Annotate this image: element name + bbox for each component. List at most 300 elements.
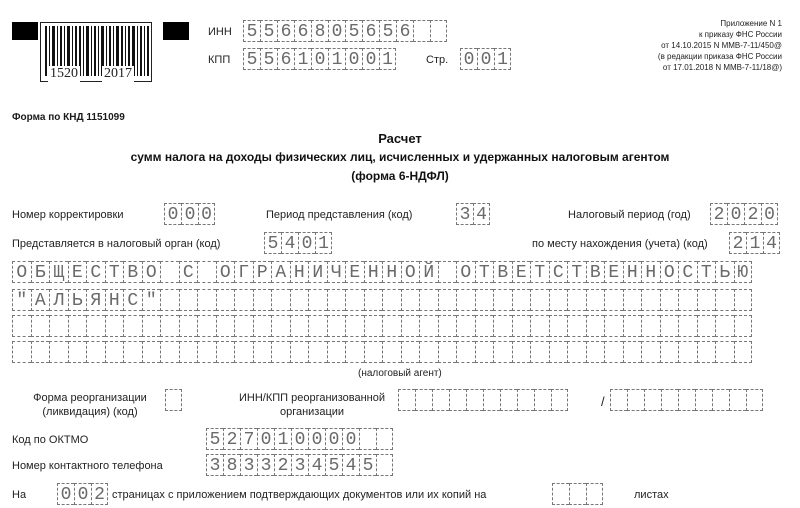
input-cell[interactable]: 5 <box>379 20 396 42</box>
input-cell[interactable] <box>715 289 734 311</box>
input-cell[interactable] <box>234 341 253 363</box>
input-cell[interactable]: 0 <box>291 428 308 450</box>
input-cell[interactable] <box>438 261 457 283</box>
reorg-form-cells[interactable] <box>165 389 182 411</box>
input-cell[interactable] <box>308 315 327 337</box>
input-cell[interactable]: 0 <box>298 232 315 254</box>
reorg-form-label <box>20 391 160 419</box>
agent-caption: (налоговый агент) <box>358 368 442 379</box>
input-cell[interactable]: 2 <box>729 232 746 254</box>
input-cell[interactable]: 5 <box>243 20 260 42</box>
input-cell[interactable] <box>746 389 763 411</box>
on-label: На <box>12 489 27 501</box>
input-cell[interactable]: Е <box>512 261 531 283</box>
input-cell[interactable] <box>253 315 272 337</box>
input-cell[interactable]: Щ <box>49 261 68 283</box>
input-cell[interactable] <box>197 341 216 363</box>
input-cell[interactable] <box>419 341 438 363</box>
input-cell[interactable] <box>475 315 494 337</box>
input-cell[interactable] <box>382 289 401 311</box>
input-cell[interactable]: 6 <box>277 48 294 70</box>
input-cell[interactable] <box>216 289 235 311</box>
input-cell[interactable] <box>734 289 753 311</box>
input-cell[interactable] <box>438 315 457 337</box>
input-cell[interactable] <box>398 389 415 411</box>
input-cell[interactable] <box>234 315 253 337</box>
input-cell[interactable]: Ч <box>327 261 346 283</box>
input-cell[interactable] <box>415 389 432 411</box>
appendix-line: от 14.10.2015 N ММВ-7-11/450@ <box>661 41 782 50</box>
reorg-form-label-line: (ликвидация) (код) <box>42 406 138 418</box>
input-cell[interactable]: 4 <box>342 454 359 476</box>
input-cell[interactable]: О <box>216 261 235 283</box>
input-cell[interactable]: И <box>308 261 327 283</box>
input-cell[interactable]: 0 <box>477 48 494 70</box>
input-cell[interactable] <box>179 315 198 337</box>
input-cell[interactable]: Т <box>697 261 716 283</box>
input-cell[interactable]: Р <box>253 261 272 283</box>
input-cell[interactable] <box>456 289 475 311</box>
input-cell[interactable]: 5 <box>243 48 260 70</box>
input-cell[interactable]: Т <box>475 261 494 283</box>
inn-label: ИНН <box>208 26 232 38</box>
form-subtitle: сумм налога на доходы физических лиц, исчисленных и удержанных налоговым агентом <box>130 150 670 164</box>
input-cell[interactable]: 5 <box>345 20 362 42</box>
period-cells[interactable] <box>456 203 490 225</box>
input-cell[interactable]: С <box>86 261 105 283</box>
input-cell[interactable] <box>660 289 679 311</box>
input-cell[interactable] <box>49 341 68 363</box>
input-cell[interactable]: Е <box>345 261 364 283</box>
agent-name-line-4[interactable] <box>12 341 752 363</box>
input-cell[interactable] <box>678 389 695 411</box>
input-cell[interactable] <box>413 20 430 42</box>
input-cell[interactable] <box>364 315 383 337</box>
input-cell[interactable] <box>160 315 179 337</box>
input-cell[interactable]: Е <box>604 261 623 283</box>
input-cell[interactable] <box>549 341 568 363</box>
input-cell[interactable] <box>586 341 605 363</box>
input-cell[interactable]: 0 <box>311 48 328 70</box>
input-cell[interactable]: С <box>179 261 198 283</box>
input-cell[interactable] <box>586 483 603 505</box>
phone-cells[interactable] <box>206 454 393 476</box>
input-cell[interactable] <box>216 315 235 337</box>
input-cell[interactable] <box>623 341 642 363</box>
input-cell[interactable] <box>517 389 534 411</box>
input-cell[interactable] <box>432 389 449 411</box>
kpp-cells[interactable] <box>243 48 396 70</box>
input-cell[interactable]: 1 <box>379 48 396 70</box>
input-cell[interactable]: 5 <box>359 454 376 476</box>
input-cell[interactable] <box>493 289 512 311</box>
input-cell[interactable] <box>644 389 661 411</box>
input-cell[interactable] <box>345 289 364 311</box>
input-cell[interactable]: 1 <box>315 232 332 254</box>
sheets-cells[interactable] <box>552 483 603 505</box>
inn-cells[interactable] <box>243 20 447 42</box>
input-cell[interactable] <box>604 341 623 363</box>
input-cell[interactable] <box>382 315 401 337</box>
period-label: Период представления (код) <box>266 209 413 221</box>
input-cell[interactable]: 8 <box>311 20 328 42</box>
tax-period-label: Налоговый период (год) <box>568 209 691 221</box>
reorg-inn-cells[interactable] <box>398 389 568 411</box>
input-cell[interactable] <box>345 315 364 337</box>
input-cell[interactable] <box>327 289 346 311</box>
input-cell[interactable]: Я <box>86 289 105 311</box>
input-cell[interactable] <box>179 341 198 363</box>
input-cell[interactable] <box>419 315 438 337</box>
input-cell[interactable] <box>179 289 198 311</box>
input-cell[interactable]: 0 <box>342 428 359 450</box>
page-cells[interactable] <box>460 48 511 70</box>
location-cells[interactable] <box>729 232 780 254</box>
correction-cells[interactable] <box>164 203 215 225</box>
input-cell[interactable] <box>475 341 494 363</box>
reorg-inn-label-line: организации <box>279 406 345 418</box>
input-cell[interactable]: Т <box>105 261 124 283</box>
sheets-label: листах <box>634 489 669 501</box>
input-cell[interactable] <box>142 341 161 363</box>
input-cell[interactable] <box>401 315 420 337</box>
input-cell[interactable] <box>449 389 466 411</box>
input-cell[interactable] <box>31 341 50 363</box>
input-cell[interactable]: Н <box>364 261 383 283</box>
reorg-form-label-line: Форма реорганизации <box>33 392 147 404</box>
input-cell[interactable]: Л <box>49 289 68 311</box>
input-cell[interactable] <box>610 389 627 411</box>
input-cell[interactable]: В <box>586 261 605 283</box>
input-cell[interactable]: 0 <box>761 203 778 225</box>
input-cell[interactable] <box>549 289 568 311</box>
input-cell[interactable]: Й <box>419 261 438 283</box>
input-cell[interactable] <box>678 289 697 311</box>
input-cell[interactable]: 2 <box>744 203 761 225</box>
form-name: (форма 6-НДФЛ) <box>351 169 449 183</box>
input-cell[interactable] <box>68 315 87 337</box>
input-cell[interactable]: 6 <box>294 20 311 42</box>
input-cell[interactable] <box>586 315 605 337</box>
input-cell[interactable] <box>382 341 401 363</box>
input-cell[interactable]: Т <box>530 261 549 283</box>
input-cell[interactable]: " <box>12 289 31 311</box>
input-cell[interactable] <box>31 315 50 337</box>
input-cell[interactable] <box>105 315 124 337</box>
reorg-kpp-cells[interactable] <box>610 389 763 411</box>
input-cell[interactable] <box>438 289 457 311</box>
input-cell[interactable] <box>376 428 393 450</box>
input-cell[interactable]: 6 <box>277 20 294 42</box>
input-cell[interactable] <box>712 389 729 411</box>
input-cell[interactable]: 3 <box>291 454 308 476</box>
input-cell[interactable] <box>49 315 68 337</box>
input-cell[interactable] <box>456 315 475 337</box>
input-cell[interactable] <box>123 315 142 337</box>
input-cell[interactable]: 0 <box>164 203 181 225</box>
input-cell[interactable]: О <box>142 261 161 283</box>
input-cell[interactable] <box>123 341 142 363</box>
reorg-inn-label <box>226 391 398 419</box>
input-cell[interactable] <box>567 341 586 363</box>
input-cell[interactable] <box>604 289 623 311</box>
input-cell[interactable]: Н <box>290 261 309 283</box>
input-cell[interactable]: 4 <box>308 454 325 476</box>
input-cell[interactable] <box>86 315 105 337</box>
appendix-note <box>658 18 782 73</box>
input-cell[interactable] <box>401 289 420 311</box>
input-cell[interactable] <box>359 428 376 450</box>
input-cell[interactable]: 2 <box>91 483 108 505</box>
input-cell[interactable] <box>493 315 512 337</box>
input-cell[interactable] <box>627 389 644 411</box>
input-cell[interactable]: 6 <box>362 20 379 42</box>
input-cell[interactable] <box>345 341 364 363</box>
input-cell[interactable] <box>456 341 475 363</box>
reorg-inn-label-line: ИНН/КПП реорганизованной <box>239 392 385 404</box>
input-cell[interactable] <box>530 315 549 337</box>
input-cell[interactable] <box>327 341 346 363</box>
input-cell[interactable]: 1 <box>274 428 291 450</box>
input-cell[interactable] <box>430 20 447 42</box>
input-cell[interactable]: 2 <box>710 203 727 225</box>
input-cell[interactable] <box>586 289 605 311</box>
agent-name-line-2[interactable] <box>12 289 752 311</box>
input-cell[interactable]: А <box>271 261 290 283</box>
appendix-line: (в редакции приказа ФНС России <box>657 52 782 61</box>
phone-label: Номер контактного телефона <box>12 460 163 472</box>
input-cell[interactable]: 3 <box>257 454 274 476</box>
oktmo-label: Код по ОКТМО <box>12 434 89 446</box>
input-cell[interactable] <box>197 261 216 283</box>
input-cell[interactable]: 4 <box>281 232 298 254</box>
input-cell[interactable]: Н <box>382 261 401 283</box>
input-cell[interactable]: 0 <box>362 48 379 70</box>
corner-marker-right <box>163 22 189 40</box>
input-cell[interactable]: 8 <box>223 454 240 476</box>
input-cell[interactable] <box>715 315 734 337</box>
input-cell[interactable] <box>641 289 660 311</box>
input-cell[interactable]: 0 <box>257 428 274 450</box>
agent-name-line-1[interactable] <box>12 261 752 283</box>
input-cell[interactable] <box>660 341 679 363</box>
input-cell[interactable] <box>552 483 569 505</box>
tax-authority-cells[interactable] <box>264 232 332 254</box>
page-label: Стр. <box>426 54 449 66</box>
input-cell[interactable] <box>549 315 568 337</box>
input-cell[interactable] <box>569 483 586 505</box>
oktmo-cells[interactable] <box>206 428 393 450</box>
input-cell[interactable] <box>271 315 290 337</box>
input-cell[interactable] <box>661 389 678 411</box>
input-cell[interactable] <box>715 341 734 363</box>
input-cell[interactable] <box>512 289 531 311</box>
pages-cells[interactable] <box>57 483 108 505</box>
input-cell[interactable]: 0 <box>57 483 74 505</box>
input-cell[interactable]: О <box>456 261 475 283</box>
input-cell[interactable] <box>86 341 105 363</box>
input-cell[interactable]: С <box>123 289 142 311</box>
input-cell[interactable]: Б <box>31 261 50 283</box>
appendix-line: от 17.01.2018 N ММВ-7-11/18@) <box>662 63 782 72</box>
input-cell[interactable]: С <box>678 261 697 283</box>
input-cell[interactable] <box>567 315 586 337</box>
appendix-line: Приложение N 1 <box>720 19 782 28</box>
input-cell[interactable] <box>475 289 494 311</box>
input-cell[interactable] <box>493 341 512 363</box>
input-cell[interactable]: 5 <box>264 232 281 254</box>
input-cell[interactable]: 1 <box>494 48 511 70</box>
input-cell[interactable] <box>512 341 531 363</box>
input-cell[interactable]: 0 <box>460 48 477 70</box>
input-cell[interactable] <box>401 341 420 363</box>
input-cell[interactable]: 0 <box>181 203 198 225</box>
input-cell[interactable]: О <box>12 261 31 283</box>
input-cell[interactable]: 0 <box>328 20 345 42</box>
input-cell[interactable]: 4 <box>763 232 780 254</box>
input-cell[interactable] <box>308 289 327 311</box>
input-cell[interactable] <box>12 315 31 337</box>
input-cell[interactable]: 5 <box>260 48 277 70</box>
form-title: Расчет <box>378 131 422 146</box>
input-cell[interactable]: 6 <box>396 20 413 42</box>
input-cell[interactable] <box>160 261 179 283</box>
input-cell[interactable] <box>623 315 642 337</box>
input-cell[interactable]: 1 <box>746 232 763 254</box>
input-cell[interactable] <box>641 341 660 363</box>
input-cell[interactable]: 5 <box>206 428 223 450</box>
input-cell[interactable] <box>530 341 549 363</box>
kpp-label: КПП <box>208 54 231 66</box>
input-cell[interactable]: 2 <box>274 454 291 476</box>
input-cell[interactable] <box>697 315 716 337</box>
input-cell[interactable] <box>197 289 216 311</box>
appendix-line: к приказу ФНС России <box>698 30 782 39</box>
input-cell[interactable]: Ь <box>68 289 87 311</box>
input-cell[interactable] <box>68 341 87 363</box>
input-cell[interactable]: Н <box>623 261 642 283</box>
input-cell[interactable] <box>160 289 179 311</box>
input-cell[interactable]: 7 <box>240 428 257 450</box>
input-cell[interactable] <box>197 315 216 337</box>
input-cell[interactable] <box>678 315 697 337</box>
input-cell[interactable]: 0 <box>308 428 325 450</box>
input-cell[interactable]: Т <box>567 261 586 283</box>
input-cell[interactable]: Ь <box>715 261 734 283</box>
input-cell[interactable] <box>534 389 551 411</box>
pages-text: страницах с приложением подтверждающих документов или их копий на <box>112 489 487 501</box>
tax-authority-label: Представляется в налоговый орган (код) <box>12 238 221 250</box>
input-cell[interactable] <box>364 289 383 311</box>
input-cell[interactable] <box>551 389 568 411</box>
input-cell[interactable] <box>253 289 272 311</box>
input-cell[interactable] <box>253 341 272 363</box>
input-cell[interactable]: 0 <box>325 428 342 450</box>
input-cell[interactable] <box>216 341 235 363</box>
input-cell[interactable] <box>290 289 309 311</box>
agent-name-line-3[interactable] <box>12 315 752 337</box>
input-cell[interactable]: 4 <box>473 203 490 225</box>
input-cell[interactable]: 0 <box>198 203 215 225</box>
input-cell[interactable]: Н <box>105 289 124 311</box>
input-cell[interactable]: 0 <box>727 203 744 225</box>
input-cell[interactable]: 1 <box>328 48 345 70</box>
input-cell[interactable]: 3 <box>206 454 223 476</box>
correction-label: Номер корректировки <box>12 209 124 221</box>
location-label: по месту нахождения (учета) (код) <box>532 238 708 250</box>
input-cell[interactable] <box>734 315 753 337</box>
input-cell[interactable] <box>327 315 346 337</box>
input-cell[interactable]: 0 <box>74 483 91 505</box>
input-cell[interactable]: Г <box>234 261 253 283</box>
input-cell[interactable] <box>376 454 393 476</box>
input-cell[interactable] <box>12 341 31 363</box>
input-cell[interactable] <box>165 389 182 411</box>
input-cell[interactable] <box>660 315 679 337</box>
input-cell[interactable]: 0 <box>345 48 362 70</box>
input-cell[interactable] <box>466 389 483 411</box>
form-knd-code: Форма по КНД 1151099 <box>12 112 125 123</box>
input-cell[interactable] <box>419 289 438 311</box>
input-cell[interactable]: О <box>660 261 679 283</box>
input-cell[interactable]: " <box>142 289 161 311</box>
input-cell[interactable] <box>271 341 290 363</box>
input-cell[interactable] <box>160 341 179 363</box>
input-cell[interactable] <box>734 341 753 363</box>
input-cell[interactable] <box>697 289 716 311</box>
input-cell[interactable]: В <box>493 261 512 283</box>
input-cell[interactable] <box>483 389 500 411</box>
input-cell[interactable]: А <box>31 289 50 311</box>
input-cell[interactable]: Е <box>68 261 87 283</box>
barcode-number-right: 2017 <box>104 66 132 81</box>
input-cell[interactable] <box>290 341 309 363</box>
tax-period-cells[interactable] <box>710 203 778 225</box>
input-cell[interactable]: 3 <box>456 203 473 225</box>
input-cell[interactable] <box>729 389 746 411</box>
input-cell[interactable] <box>290 315 309 337</box>
input-cell[interactable] <box>142 315 161 337</box>
input-cell[interactable] <box>271 289 290 311</box>
input-cell[interactable] <box>695 389 712 411</box>
input-cell[interactable] <box>234 289 253 311</box>
input-cell[interactable]: 1 <box>294 48 311 70</box>
input-cell[interactable] <box>623 289 642 311</box>
input-cell[interactable] <box>105 341 124 363</box>
input-cell[interactable]: 5 <box>325 454 342 476</box>
input-cell[interactable] <box>641 315 660 337</box>
input-cell[interactable]: В <box>123 261 142 283</box>
input-cell[interactable]: С <box>549 261 568 283</box>
input-cell[interactable]: О <box>401 261 420 283</box>
input-cell[interactable]: 2 <box>223 428 240 450</box>
corner-marker-left <box>12 22 38 40</box>
input-cell[interactable] <box>364 341 383 363</box>
input-cell[interactable]: 3 <box>240 454 257 476</box>
input-cell[interactable] <box>678 341 697 363</box>
input-cell[interactable]: Н <box>641 261 660 283</box>
input-cell[interactable]: 5 <box>260 20 277 42</box>
input-cell[interactable]: Ю <box>734 261 753 283</box>
input-cell[interactable] <box>604 315 623 337</box>
input-cell[interactable] <box>308 341 327 363</box>
input-cell[interactable] <box>438 341 457 363</box>
input-cell[interactable] <box>697 341 716 363</box>
input-cell[interactable] <box>512 315 531 337</box>
input-cell[interactable] <box>530 289 549 311</box>
input-cell[interactable] <box>500 389 517 411</box>
input-cell[interactable] <box>567 289 586 311</box>
